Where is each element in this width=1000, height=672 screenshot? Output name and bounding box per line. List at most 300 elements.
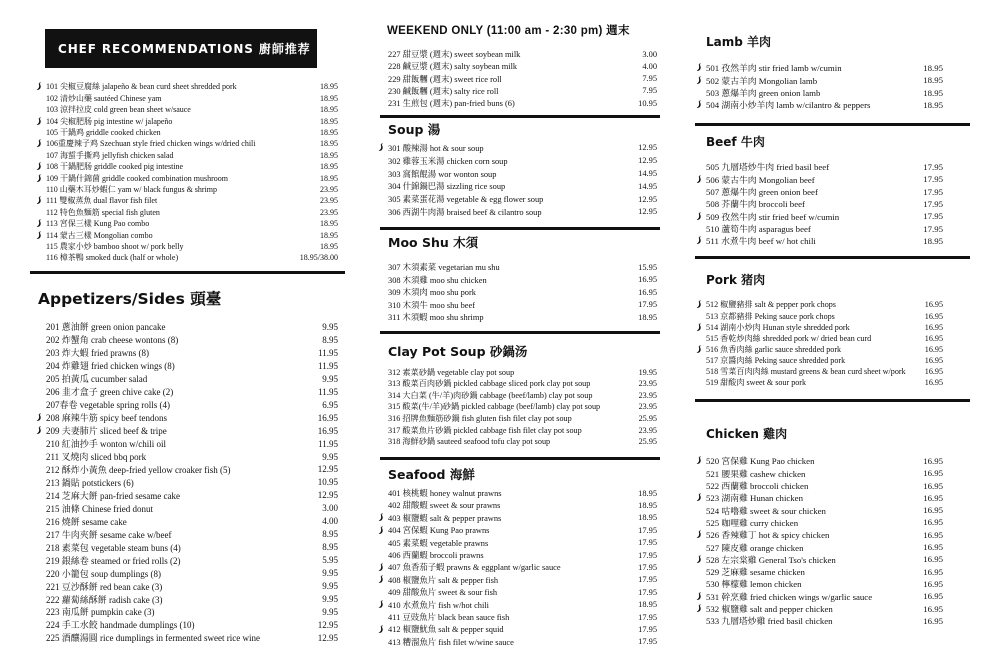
- spicy-indicator-slot: [378, 600, 388, 609]
- menu-item-price: 16.95: [923, 566, 943, 577]
- menu-item-name: 531 幹烹雞 fried chicken wings w/garlic sauce: [706, 591, 873, 602]
- menu-item-price: 16.95: [638, 287, 657, 297]
- menu-item-row: [378, 561, 657, 573]
- menu-item-name: 106重慶辣子鸡 Szechuan style fried chicken wings w/dried chili: [46, 139, 256, 149]
- menu-item-price: 23.95: [320, 207, 338, 217]
- menu-item-name: 201 蔥油餅 green onion pancake: [46, 322, 166, 333]
- menu-item-name: 222 蘿蔔絲酥餅 radish cake (3): [46, 594, 163, 605]
- menu-item-price: 12.95: [317, 619, 338, 630]
- menu-item-row: [36, 81, 338, 92]
- soup-list: [378, 142, 657, 219]
- menu-item-row: [378, 586, 657, 598]
- menu-item-row: [696, 565, 943, 577]
- menu-item-price: 16.95: [638, 275, 657, 284]
- menu-item-price: 19.95: [638, 367, 657, 377]
- menu-item-row: [36, 554, 338, 567]
- spicy-indicator-slot: [36, 82, 46, 91]
- menu-item-name: 514 湖南小炒肉 Hunan style shredded pork: [706, 322, 850, 332]
- menu-item-price: 23.95: [638, 390, 657, 400]
- menu-item-row: [378, 180, 657, 193]
- menu-item-row: [36, 172, 338, 183]
- chili-pepper-icon: [378, 600, 384, 609]
- chef-recommendations-header: [45, 29, 317, 68]
- menu-item-price: 16.95: [923, 455, 943, 466]
- menu-item-name: 101 尖椒豆腐絲 jalapeño & bean curd sheet shredded pork: [46, 82, 237, 92]
- menu-item-name: 528 左宗棠雞 General Tso's chicken: [706, 554, 836, 565]
- menu-item-row: [36, 489, 338, 502]
- menu-item-row: [378, 286, 657, 299]
- spicy-indicator-slot: [696, 555, 706, 564]
- menu-item-row: [378, 167, 657, 180]
- section-title: Pork 猪肉: [706, 273, 766, 288]
- menu-item-name: 207春卷 vegetable spring rolls (4): [46, 400, 170, 411]
- menu-item-price: 18.95: [638, 600, 657, 610]
- menu-item-row: [378, 298, 657, 311]
- menu-item-price: 23.95: [638, 425, 657, 435]
- menu-item-name: 410 水煮魚片 fish w/hot chili: [388, 600, 489, 610]
- menu-item-price: 17.95: [923, 211, 943, 222]
- menu-item-name: 501 孜然羊肉 stir fried lamb w/cumin: [706, 63, 842, 74]
- menu-item-row: [696, 210, 943, 222]
- menu-item-name: 302 雞蓉玉米湯 chicken corn soup: [388, 156, 508, 166]
- menu-item-price: 18.95: [320, 241, 338, 251]
- menu-item-price: 18.95: [320, 173, 338, 183]
- menu-item-price: 16.95: [924, 311, 943, 321]
- menu-item-row: [36, 321, 338, 334]
- menu-item-price: 16.95: [924, 333, 943, 343]
- chili-pepper-icon: [696, 530, 702, 539]
- menu-item-name: 108 干鍋肥肠 griddle cooked pig intestine: [46, 162, 184, 172]
- menu-item-price: 16.95: [317, 412, 338, 423]
- menu-item-row: [36, 207, 338, 218]
- menu-item-name: 211 叉燒肉 sliced bbq pork: [46, 452, 147, 463]
- menu-item-price: 9.95: [322, 593, 338, 604]
- menu-item-name: 520 宮保雞 Kung Pao chicken: [706, 456, 815, 467]
- menu-item-name: 225 酒釀湯圓 rice dumplings in fermented sweet rice wine: [46, 633, 260, 644]
- menu-item-row: [36, 541, 338, 554]
- menu-item-name: 214 芝麻大餅 pan-fried sesame cake: [46, 490, 180, 501]
- chili-pepper-icon: [378, 513, 384, 522]
- chili-pepper-icon: [696, 63, 702, 72]
- menu-item-name: 215 油條 Chinese fried donut: [46, 503, 153, 514]
- spicy-indicator-slot: [696, 530, 706, 539]
- menu-item-name: 110 山藥木耳炒蝦仁 yam w/ black fungus & shrimp: [46, 185, 218, 194]
- spicy-indicator-slot: [696, 456, 706, 465]
- menu-item-name: 316 招牌魚麵筋砂鍋 fish gluten fish filet clay pot soup: [388, 414, 572, 424]
- menu-item-name: 304 什錦鍋巴湯 sizzling rice soup: [388, 182, 506, 192]
- menu-item-row: [36, 528, 338, 541]
- menu-item-name: 227 甜豆漿 (週末) sweet soybean milk: [388, 50, 521, 60]
- menu-item-name: 527 陳皮雞 orange chicken: [706, 542, 804, 553]
- menu-item-row: [378, 390, 657, 402]
- menu-item-name: 314 大白菜 (牛/羊)肉砂鍋 cabbage (beef/lamb) clay pot soup: [388, 390, 593, 400]
- menu-item-row: [696, 322, 943, 333]
- menu-item-row: [696, 366, 943, 377]
- menu-item-price: 18.95/38.00: [299, 253, 338, 263]
- menu-item-row: [36, 580, 338, 593]
- menu-item-name: 524 咕嚕雞 sweet & sour chicken: [706, 505, 826, 516]
- menu-item-price: 17.95: [923, 161, 943, 172]
- menu-item-price: 7.95: [642, 86, 657, 96]
- menu-item-name: 505 九層塔炒牛肉 fried basil beef: [706, 162, 830, 173]
- menu-item-row: [378, 549, 657, 561]
- menu-item-row: [36, 161, 338, 172]
- menu-item-row: [696, 455, 943, 467]
- chili-pepper-icon: [36, 413, 42, 422]
- menu-item-price: 3.00: [642, 49, 657, 59]
- menu-item-row: [36, 104, 338, 115]
- section-title: Appetizers/Sides 頭臺: [38, 289, 222, 308]
- spicy-indicator-slot: [36, 426, 46, 435]
- menu-item-row: [36, 437, 338, 450]
- chili-pepper-icon: [696, 212, 702, 221]
- spicy-indicator-slot: [378, 526, 388, 535]
- chili-pepper-icon: [36, 117, 42, 126]
- chili-pepper-icon: [36, 174, 42, 183]
- menu-item-price: 3.00: [322, 503, 338, 514]
- menu-item-row: [378, 574, 657, 586]
- chef-recommendations-list: [36, 81, 338, 263]
- menu-item-name: 105 干鍋鸡 griddle cooked chicken: [46, 128, 161, 138]
- menu-item-row: [696, 198, 943, 210]
- menu-item-price: 9.95: [322, 606, 338, 617]
- menu-item-row: [696, 235, 943, 247]
- menu-item-name: 522 西蘭雞 broccoli chicken: [706, 481, 809, 492]
- menu-item-price: 10.95: [638, 98, 657, 108]
- menu-item-row: [696, 590, 943, 602]
- menu-item-name: 317 酸菜魚片砂鍋 pickled cabbage fish filet clay pot soup: [388, 425, 582, 435]
- menu-item-price: 16.95: [923, 554, 943, 565]
- chicken-list: [696, 455, 943, 627]
- menu-item-price: 18.95: [923, 75, 943, 86]
- lamb-list: [696, 62, 943, 111]
- menu-item-row: [378, 611, 657, 623]
- menu-item-name: 104 尖椒肥肠 pig intestine w/ jalapeño: [46, 116, 173, 126]
- menu-item-name: 202 炸蟹角 crab cheese wontons (8): [46, 335, 179, 346]
- menu-item-name: 508 芥蘭牛肉 broccoli beef: [706, 199, 805, 210]
- menu-item-row: [36, 463, 338, 476]
- menu-item-row: [378, 261, 657, 274]
- menu-item-name: 408 椒鹽魚片 salt & pepper fish: [388, 575, 499, 585]
- menu-item-price: 23.95: [638, 402, 657, 412]
- spicy-indicator-slot: [36, 174, 46, 183]
- menu-item-name: 409 甜酸魚片 sweet & sour fish: [388, 588, 498, 598]
- chili-pepper-icon: [696, 76, 702, 85]
- menu-item-price: 18.95: [320, 116, 338, 126]
- menu-item-name: 405 素菜蝦 vegetable prawns: [388, 538, 489, 548]
- menu-item-price: 16.95: [923, 529, 943, 540]
- spicy-indicator-slot: [36, 117, 46, 126]
- menu-item-price: 18.95: [320, 219, 338, 229]
- menu-item-name: 229 甜飯糰 (週末) sweet rice roll: [388, 74, 502, 84]
- chili-pepper-icon: [696, 236, 702, 245]
- menu-item-price: 18.95: [923, 62, 943, 73]
- menu-item-name: 510 蘆筍牛肉 asparagus beef: [706, 224, 811, 235]
- menu-item-price: 9.95: [322, 451, 338, 462]
- menu-item-row: [378, 487, 657, 499]
- menu-item-name: 103 涼拌拉皮 cold green bean sheet w/sauce: [46, 105, 191, 115]
- menu-item-name: 519 甜酸肉 sweet & sour pork: [706, 378, 807, 388]
- menu-item-row: [36, 605, 338, 618]
- menu-item-price: 17.95: [638, 624, 657, 634]
- spicy-indicator-slot: [378, 625, 388, 634]
- menu-item-name: 315 酸菜(牛/羊)砂鍋 pickled cabbage (beef/lamb) clay pot soup: [388, 402, 601, 412]
- menu-item-price: 18.95: [320, 82, 338, 92]
- menu-item-name: 318 海鮮砂鍋 sauteed seafood tofu clay pot soup: [388, 437, 551, 447]
- chili-pepper-icon: [378, 143, 384, 152]
- chili-pepper-icon: [696, 592, 702, 601]
- menu-item-price: 17.95: [638, 612, 657, 622]
- chili-pepper-icon: [378, 575, 384, 584]
- menu-item-row: [36, 218, 338, 229]
- menu-item-row: [696, 173, 943, 185]
- menu-item-price: 16.95: [923, 542, 943, 553]
- menu-item-price: 17.95: [923, 174, 943, 185]
- menu-item-name: 221 豆沙酥餅 red bean cake (3): [46, 581, 163, 592]
- menu-item-name: 516 魚香肉絲 garlic sauce shredded pork: [706, 344, 842, 354]
- chili-pepper-icon: [378, 625, 384, 634]
- menu-item-price: 9.95: [322, 568, 338, 579]
- menu-item-price: 25.95: [638, 437, 657, 447]
- section-divider: [380, 331, 660, 334]
- menu-item-name: 313 酸菜百肉砂鍋 pickled cabbage sliced pork clay pot soup: [388, 379, 591, 389]
- menu-item-price: 18.95: [923, 235, 943, 246]
- menu-item-name: 220 小籠包 soup dumplings (8): [46, 568, 162, 579]
- menu-item-price: 16.95: [924, 322, 943, 332]
- menu-item-row: [696, 86, 943, 98]
- menu-item-row: [36, 424, 338, 437]
- menu-item-row: [378, 366, 657, 378]
- menu-item-price: 16.95: [923, 492, 943, 503]
- spicy-indicator-slot: [36, 413, 46, 422]
- menu-item-row: [378, 48, 657, 60]
- menu-item-row: [36, 150, 338, 161]
- spicy-indicator-slot: [696, 175, 706, 184]
- menu-item-row: [36, 450, 338, 463]
- menu-item-row: [378, 154, 657, 167]
- menu-item-name: 413 糟溜魚片 fish filet w/wine sauce: [388, 637, 514, 647]
- menu-item-name: 403 椒鹽蝦 salt & pepper prawns: [388, 513, 502, 523]
- menu-item-row: [36, 631, 338, 644]
- section-title: Chicken 雞肉: [706, 427, 788, 442]
- menu-item-row: [696, 333, 943, 344]
- chili-pepper-icon: [36, 231, 42, 240]
- menu-item-name: 523 湖南雞 Hunan chicken: [706, 493, 803, 504]
- menu-item-price: 25.95: [638, 414, 657, 424]
- moo-shu-list: [378, 261, 657, 324]
- menu-item-price: 16.95: [924, 344, 943, 354]
- menu-item-price: 18.95: [638, 488, 657, 498]
- menu-item-name: 112 特色魚麵筋 special fish gluten: [46, 207, 160, 217]
- menu-item-row: [36, 372, 338, 385]
- menu-item-row: [36, 241, 338, 252]
- menu-item-name: 407 魚香茄子蝦 prawns & eggplant w/garlic sauce: [388, 563, 561, 573]
- menu-item-name: 507 蔥爆牛肉 green onion beef: [706, 187, 818, 198]
- spicy-indicator-slot: [36, 231, 46, 240]
- menu-item-row: [378, 60, 657, 72]
- menu-item-price: 18.95: [320, 128, 338, 138]
- menu-item-row: [378, 598, 657, 610]
- menu-item-row: [378, 97, 657, 109]
- menu-item-price: 16.95: [923, 615, 943, 626]
- menu-item-row: [36, 138, 338, 149]
- menu-item-name: 411 豆豉魚片 black bean sauce fish: [388, 613, 510, 623]
- menu-item-price: 16.95: [923, 468, 943, 479]
- menu-item-row: [696, 615, 943, 627]
- menu-item-name: 412 椒鹽魷魚 salt & pepper squid: [388, 625, 504, 635]
- menu-item-price: 16.95: [924, 300, 943, 310]
- pork-list: [696, 299, 943, 388]
- menu-item-price: 16.95: [924, 356, 943, 366]
- menu-item-name: 401 核桃蝦 honey walnut prawns: [388, 489, 502, 498]
- menu-item-price: 17.95: [923, 223, 943, 234]
- menu-item-row: [36, 567, 338, 580]
- menu-item-row: [36, 195, 338, 206]
- menu-item-name: 406 西蘭蝦 broccoli prawns: [388, 551, 484, 561]
- menu-item-name: 404 宮保蝦 Kung Pao prawns: [388, 526, 490, 536]
- menu-item-price: 18.95: [638, 513, 657, 523]
- section-title: Moo Shu 木須: [388, 235, 479, 250]
- menu-item-price: 9.95: [322, 321, 338, 332]
- section-title: Clay Pot Soup 砂鍋汤: [388, 344, 528, 359]
- menu-item-price: 8.95: [322, 334, 338, 345]
- menu-item-row: [36, 252, 338, 263]
- menu-item-name: 309 木須肉 moo shu pork: [388, 288, 476, 297]
- chili-pepper-icon: [696, 300, 702, 309]
- menu-item-name: 218 素菜包 vegetable steam buns (4): [46, 542, 181, 553]
- chili-pepper-icon: [378, 563, 384, 572]
- menu-item-price: 16.95: [924, 378, 943, 388]
- menu-item-name: 511 水煮牛肉 beef w/ hot chili: [706, 236, 816, 247]
- menu-item-row: [36, 411, 338, 424]
- menu-item-name: 311 木須蝦 moo shu shrimp: [388, 313, 484, 322]
- menu-item-price: 12.95: [317, 464, 338, 475]
- menu-item-name: 205 拍黃瓜 cucumber salad: [46, 374, 148, 385]
- beef-list: [696, 161, 943, 247]
- menu-item-row: [378, 424, 657, 436]
- menu-item-row: [696, 222, 943, 234]
- menu-item-row: [36, 618, 338, 631]
- menu-item-price: 16.95: [924, 367, 943, 377]
- menu-item-row: [36, 476, 338, 489]
- menu-item-row: [378, 311, 657, 324]
- menu-item-name: 517 京醬肉絲 Peking sauce shredded pork: [706, 356, 846, 366]
- menu-item-price: 16.95: [923, 591, 943, 602]
- menu-item-name: 509 孜然牛肉 stir fried beef w/cumin: [706, 211, 840, 222]
- weekend-only-list: [378, 48, 657, 109]
- menu-item-name: 208 麻辣牛筋 spicy beef tendons: [46, 413, 167, 424]
- menu-item-name: 513 京都豬排 Peking sauce pork chops: [706, 311, 835, 321]
- menu-item-price: 7.95: [642, 74, 657, 84]
- section-divider: [695, 123, 970, 126]
- menu-item-name: 310 木須牛 moo shu beef: [388, 300, 475, 310]
- menu-item-price: 18.95: [320, 139, 338, 149]
- menu-item-row: [378, 206, 657, 219]
- spicy-indicator-slot: [378, 513, 388, 522]
- menu-item-price: 23.95: [320, 196, 338, 206]
- menu-item-row: [378, 72, 657, 84]
- menu-item-row: [36, 515, 338, 528]
- menu-item-price: 16.95: [923, 578, 943, 589]
- menu-item-price: 17.95: [638, 550, 657, 560]
- menu-item-name: 502 蒙古羊肉 Mongolian lamb: [706, 75, 818, 86]
- menu-item-name: 526 香辣雞丁 hot & spicy chicken: [706, 530, 830, 541]
- menu-item-price: 16.95: [923, 517, 943, 528]
- menu-item-row: [36, 502, 338, 515]
- spicy-indicator-slot: [378, 143, 388, 152]
- menu-item-price: 23.95: [638, 379, 657, 389]
- menu-item-row: [696, 479, 943, 491]
- spicy-indicator-slot: [36, 162, 46, 171]
- menu-item-row: [696, 529, 943, 541]
- menu-item-row: [36, 593, 338, 606]
- menu-item-name: 107 海蜇手撕鸡 jellyfish chicken salad: [46, 150, 174, 160]
- menu-item-name: 306 西湖牛肉湯 braised beef & cilantro soup: [388, 207, 542, 217]
- menu-item-name: 216 燒餅 sesame cake: [46, 516, 127, 527]
- section-divider: [695, 399, 970, 402]
- spicy-indicator-slot: [696, 63, 706, 72]
- menu-item-name: 223 南瓜餅 pumpkin cake (3): [46, 607, 155, 618]
- spicy-indicator-slot: [696, 236, 706, 245]
- spicy-indicator-slot: [36, 139, 46, 148]
- menu-item-price: 18.95: [320, 105, 338, 115]
- spicy-indicator-slot: [696, 345, 706, 354]
- menu-item-name: 114 蒙古三樣 Mongolian combo: [46, 230, 153, 240]
- menu-item-row: [378, 512, 657, 524]
- menu-item-name: 224 手工水餃 handmade dumplings (10): [46, 620, 195, 631]
- menu-item-row: [696, 377, 943, 388]
- section-title: Seafood 海鮮: [388, 467, 475, 482]
- menu-item-row: [696, 311, 943, 322]
- menu-item-name: 308 木須雞 moo shu chicken: [388, 275, 487, 285]
- menu-item-name: 213 鍋貼 potstickers (6): [46, 477, 134, 488]
- menu-item-price: 10.95: [317, 477, 338, 488]
- section-divider: [380, 115, 660, 118]
- menu-item-row: [36, 333, 338, 346]
- menu-item-name: 312 素菜砂鍋 vegetable clay pot soup: [388, 367, 515, 377]
- menu-item-price: 18.95: [923, 99, 943, 110]
- menu-item-price: 6.95: [322, 399, 338, 410]
- menu-item-row: [378, 436, 657, 448]
- menu-item-name: 301 酸辣湯 hot & sour soup: [388, 143, 484, 153]
- menu-item-name: 307 木須素菜 vegetarian mu shu: [388, 263, 500, 272]
- chili-pepper-icon: [696, 456, 702, 465]
- menu-item-name: 116 樟茶鴨 smoked duck (half or whole): [46, 253, 179, 263]
- menu-item-row: [36, 115, 338, 126]
- menu-item-name: 506 蒙古牛肉 Mongolian beef: [706, 174, 815, 185]
- menu-item-row: [378, 193, 657, 206]
- menu-item-row: [696, 541, 943, 553]
- menu-item-name: 529 芝麻雞 sesame chicken: [706, 567, 805, 578]
- menu-item-name: 504 湖南小炒羊肉 lamb w/cilantro & peppers: [706, 100, 871, 111]
- menu-item-price: 16.95: [923, 480, 943, 491]
- menu-item-name: 530 檸檬雞 lemon chicken: [706, 579, 802, 590]
- chili-pepper-icon: [696, 100, 702, 109]
- menu-item-price: 17.95: [923, 198, 943, 209]
- chili-pepper-icon: [696, 604, 702, 613]
- menu-item-name: 206 韭才盒子 green chive cake (2): [46, 387, 174, 398]
- menu-item-row: [36, 359, 338, 372]
- menu-item-price: 17.95: [638, 538, 657, 548]
- section-divider: [380, 457, 660, 460]
- section-divider: [695, 256, 970, 259]
- chili-pepper-icon: [36, 426, 42, 435]
- menu-item-price: 8.95: [322, 542, 338, 553]
- chili-pepper-icon: [36, 82, 42, 91]
- menu-item-row: [696, 516, 943, 528]
- menu-item-row: [696, 602, 943, 614]
- section-title: Lamb 羊肉: [706, 35, 772, 50]
